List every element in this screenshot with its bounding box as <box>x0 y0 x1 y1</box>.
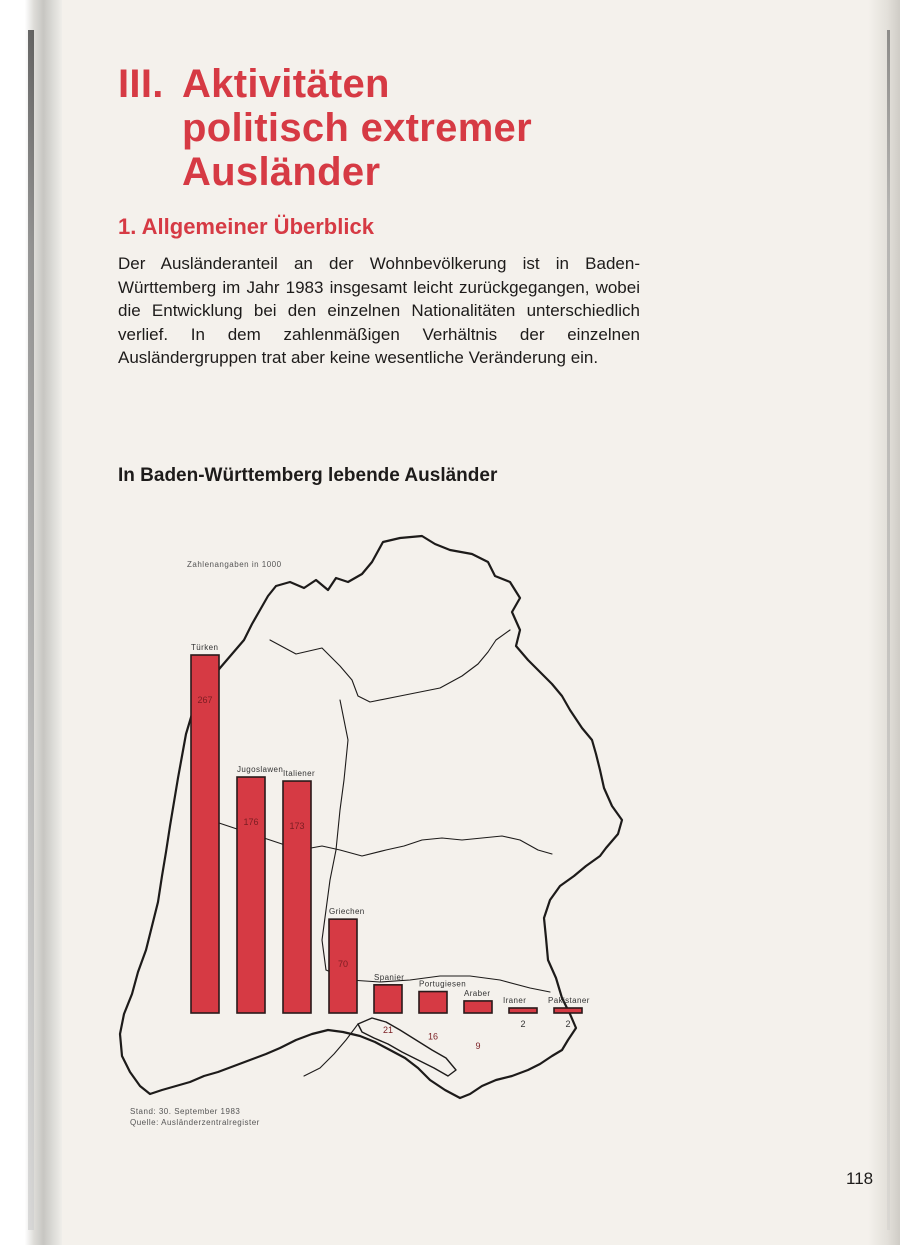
chapter-title-line-3: Ausländer <box>182 150 381 194</box>
bars-layer <box>191 643 590 1051</box>
right-edge-mark <box>887 30 890 1230</box>
page-number: 118 <box>846 1169 874 1188</box>
bar-tuerken <box>191 655 219 1013</box>
bar-label-jugoslawen: Jugoslawen <box>237 765 284 775</box>
bar-value-spanier: 21 <box>382 1024 394 1035</box>
chapter-number: III. <box>118 62 164 106</box>
unit-note: Zahlenangaben in 1000 <box>187 560 282 569</box>
chapter-title-line-2: politisch extremer <box>182 106 532 150</box>
bar-label-portugiesen: Portugiesen <box>419 979 467 989</box>
bar-pakistaner <box>554 1008 582 1013</box>
section-title: 1. Allgemeiner Überblick <box>118 214 374 239</box>
bar-araber <box>464 1001 492 1013</box>
chapter-title-line-1: Aktivitäten <box>182 62 390 106</box>
bar-label-araber: Araber <box>464 988 491 998</box>
bar-value-griechen: 70 <box>337 959 349 970</box>
bar-label-tuerken: Türken <box>191 643 219 652</box>
bar-value-iraner: 2 <box>520 1019 526 1029</box>
rhine-river <box>304 1024 358 1076</box>
bar-italiener <box>283 781 311 1013</box>
bar-label-italiener: Italiener <box>283 769 316 779</box>
bar-label-griechen: Griechen <box>329 907 365 917</box>
page-right-edge <box>868 0 900 1245</box>
chart-stand-note: Stand: 30. September 1983 <box>130 1107 241 1116</box>
bar-value-jugoslawen: 176 <box>243 817 259 828</box>
bar-jugoslawen <box>237 777 265 1013</box>
bar-label-pakistaner: Pakistaner <box>548 996 590 1005</box>
bar-value-pakistaner: 2 <box>565 1019 571 1029</box>
bar-iraner <box>509 1008 537 1013</box>
bar-label-spanier: Spanier <box>374 972 405 982</box>
bar-value-portugiesen: 16 <box>427 1031 439 1042</box>
map-chart-svg <box>100 520 660 1140</box>
intro-paragraph: Der Ausländeranteil an der Wohnbevölkerung ist in Baden-Württemberg im Jahr 1983 insgesamt leicht zurückgegangen, wobei die Entwicklung bei den einzelnen Nationalitäten unterschiedlich verlief. In dem zahlenmäßigen Verhältnis der einzelnen Ausländergruppen trat aber keine wesentliche Veränderung ein. <box>118 254 640 367</box>
bar-value-italiener: 173 <box>289 821 305 832</box>
map-heading: In Baden-Württemberg lebende Ausländer <box>118 465 498 486</box>
bar-portugiesen <box>419 992 447 1013</box>
binding-edge <box>28 30 34 1230</box>
chapter-title <box>118 62 638 194</box>
bar-value-araber: 9 <box>475 1040 481 1051</box>
bar-value-tuerken: 267 <box>197 695 213 705</box>
bar-label-iraner: Iraner <box>503 996 527 1005</box>
lake-constance <box>358 1018 456 1076</box>
district-border-north <box>270 630 510 702</box>
map-bar-chart <box>100 520 660 1140</box>
chart-source-note: Quelle: Ausländerzentralregister <box>130 1118 260 1127</box>
bar-spanier <box>374 985 402 1013</box>
